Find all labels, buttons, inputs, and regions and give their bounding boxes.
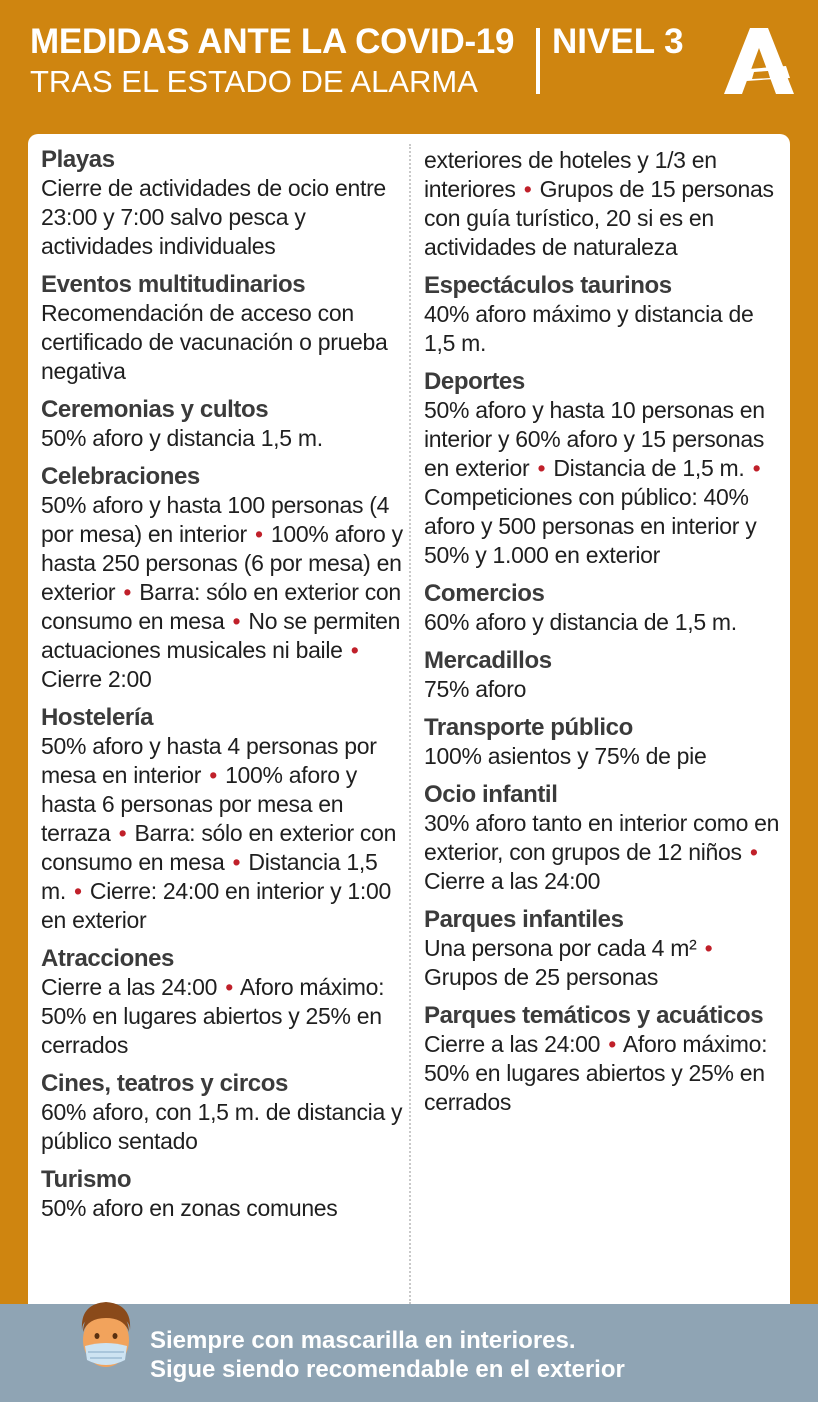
measure-section bbox=[41, 396, 403, 453]
measure-section bbox=[41, 463, 403, 694]
measure-text: 50% aforo y hasta 4 personas por mesa en interior bbox=[41, 733, 377, 788]
measure-section bbox=[424, 647, 784, 704]
header-divider bbox=[536, 28, 540, 94]
measure-body bbox=[424, 608, 784, 637]
bullet-separator: • bbox=[232, 608, 241, 634]
measure-body bbox=[424, 1030, 784, 1117]
measure-body bbox=[424, 934, 784, 992]
header bbox=[30, 22, 514, 100]
measure-text: Cierre: 24:00 en interior y 1:00 en exterior bbox=[41, 878, 391, 933]
measure-text: Barra: sólo en exterior con consumo en mesa bbox=[41, 579, 401, 634]
measure-text: 75% aforo bbox=[424, 676, 527, 702]
measure-text: exteriores de hoteles y 1/3 en interiores bbox=[424, 147, 717, 202]
measure-section bbox=[41, 146, 403, 261]
level-label: NIVEL 3 bbox=[552, 22, 684, 61]
bullet-separator: • bbox=[74, 878, 82, 904]
measure-text: 100% asientos y 75% de pie bbox=[424, 743, 707, 769]
measure-text: 100% aforo y hasta 6 personas por mesa en terraza bbox=[41, 762, 357, 846]
measure-text: Aforo máximo: 50% en lugares abiertos y 25% en cerrados bbox=[424, 1031, 768, 1115]
bullet-separator: • bbox=[523, 176, 532, 202]
measure-text: Cierre a las 24:00 bbox=[41, 974, 218, 1000]
measure-section bbox=[41, 704, 403, 935]
measure-title: Atracciones bbox=[41, 945, 174, 972]
measure-body bbox=[41, 732, 403, 935]
measure-title: Parques temáticos y acuáticos bbox=[424, 1002, 764, 1029]
measure-text: Distancia 1,5 m. bbox=[41, 849, 378, 904]
page-subtitle: TRAS EL ESTADO DE ALARMA bbox=[30, 64, 478, 99]
measure-title: Cines, teatros y circos bbox=[41, 1070, 288, 1097]
bullet-separator: • bbox=[537, 455, 546, 481]
measure-title: Ceremonias y cultos bbox=[41, 396, 269, 423]
bullet-separator: • bbox=[209, 762, 217, 788]
measure-body bbox=[424, 300, 784, 358]
measure-title: Playas bbox=[41, 146, 115, 173]
measure-text: 40% aforo máximo y distancia de 1,5 m. bbox=[424, 301, 754, 356]
bullet-separator: • bbox=[225, 974, 234, 1000]
measure-section bbox=[424, 714, 784, 771]
measure-section bbox=[424, 368, 784, 570]
measure-text: No se permiten actuaciones musicales ni baile bbox=[41, 608, 401, 663]
measure-body bbox=[424, 396, 784, 570]
andalucia-logo-icon bbox=[724, 26, 794, 94]
measure-body bbox=[41, 973, 403, 1060]
measure-body bbox=[424, 742, 784, 771]
bullet-separator: • bbox=[704, 935, 713, 961]
measure-body bbox=[41, 1098, 403, 1156]
measure-body bbox=[41, 491, 403, 694]
measure-text: 50% aforo y hasta 100 personas (4 por mesa) en interior bbox=[41, 492, 390, 547]
measure-body bbox=[41, 1194, 403, 1223]
measure-text: 60% aforo, con 1,5 m. de distancia y público sentado bbox=[41, 1099, 403, 1154]
measure-text: Cierre a las 24:00 bbox=[424, 1031, 601, 1057]
measure-text: Grupos de 15 personas con guía turístico, 20 si es en actividades de naturaleza bbox=[424, 176, 774, 260]
measure-title: Parques infantiles bbox=[424, 906, 624, 933]
measure-title: Hostelería bbox=[41, 704, 154, 731]
measure-body bbox=[424, 146, 784, 262]
person-with-mask-icon bbox=[72, 1296, 140, 1372]
measure-section bbox=[424, 580, 784, 637]
measure-text: 50% aforo y distancia 1,5 m. bbox=[41, 425, 323, 451]
measure-text: Cierre 2:00 bbox=[41, 666, 152, 692]
measure-section bbox=[424, 781, 784, 896]
bullet-separator: • bbox=[255, 521, 263, 547]
measure-text: Aforo máximo: 50% en lugares abiertos y 25% en cerrados bbox=[41, 974, 385, 1058]
column-divider bbox=[409, 144, 411, 1304]
measure-section bbox=[41, 1070, 403, 1156]
bullet-separator: • bbox=[749, 839, 758, 865]
measure-title: Transporte público bbox=[424, 714, 633, 741]
footer-text bbox=[150, 1326, 625, 1384]
measures-card bbox=[28, 134, 790, 1324]
measure-body bbox=[424, 675, 784, 704]
measure-title: Ocio infantil bbox=[424, 781, 558, 808]
measure-text: Barra: sólo en exterior con consumo en mesa bbox=[41, 820, 397, 875]
measure-title: Deportes bbox=[424, 368, 525, 395]
measure-section bbox=[41, 945, 403, 1060]
measure-text: Cierre de actividades de ocio entre 23:00 y 7:00 salvo pesca y actividades individuales bbox=[41, 175, 386, 259]
measure-section bbox=[41, 1166, 403, 1223]
footer-line-2: Sigue siendo recomendable en el exterior bbox=[150, 1356, 625, 1383]
bullet-separator: • bbox=[232, 849, 241, 875]
measure-text: 60% aforo y distancia de 1,5 m. bbox=[424, 609, 737, 635]
measure-body bbox=[424, 809, 784, 896]
measure-title: Celebraciones bbox=[41, 463, 200, 490]
bullet-separator: • bbox=[350, 637, 359, 663]
measure-title: Comercios bbox=[424, 580, 545, 607]
measure-section bbox=[424, 1002, 784, 1117]
measure-title: Turismo bbox=[41, 1166, 132, 1193]
measure-text: Distancia de 1,5 m. bbox=[553, 455, 745, 481]
page-title: MEDIDAS ANTE LA COVID-19 bbox=[30, 22, 515, 61]
measure-title: Mercadillos bbox=[424, 647, 552, 674]
bullet-separator: • bbox=[118, 820, 127, 846]
measure-section bbox=[424, 272, 784, 358]
right-column bbox=[424, 146, 784, 1127]
measure-text: Competiciones con público: 40% aforo y 500 personas en interior y 50% y 1.000 en exterior bbox=[424, 484, 757, 568]
measure-text: 100% aforo y hasta 250 personas (6 por mesa) en exterior bbox=[41, 521, 403, 605]
bullet-separator: • bbox=[752, 455, 761, 481]
measure-section bbox=[41, 271, 403, 386]
bullet-separator: • bbox=[123, 579, 132, 605]
measure-section bbox=[424, 906, 784, 992]
measure-section bbox=[424, 146, 784, 262]
footer-line-1: Siempre con mascarilla en interiores. bbox=[150, 1327, 576, 1354]
measure-text: Recomendación de acceso con certificado de vacunación o prueba negativa bbox=[41, 300, 388, 384]
measure-text: 50% aforo y hasta 10 personas en interior y 60% aforo y 15 personas en exterior bbox=[424, 397, 765, 481]
measure-text: 50% aforo en zonas comunes bbox=[41, 1195, 338, 1221]
bullet-separator: • bbox=[608, 1031, 617, 1057]
measure-title: Eventos multitudinarios bbox=[41, 271, 306, 298]
measure-text: Grupos de 25 personas bbox=[424, 964, 659, 990]
measure-text: Una persona por cada 4 m² bbox=[424, 935, 697, 961]
measure-body bbox=[41, 174, 403, 261]
measure-text: 30% aforo tanto en interior como en exterior, con grupos de 12 niños bbox=[424, 810, 780, 865]
measure-body bbox=[41, 424, 403, 453]
left-column bbox=[41, 146, 403, 1233]
measure-text: Cierre a las 24:00 bbox=[424, 868, 601, 894]
measure-body bbox=[41, 299, 403, 386]
measure-title: Espectáculos taurinos bbox=[424, 272, 672, 299]
